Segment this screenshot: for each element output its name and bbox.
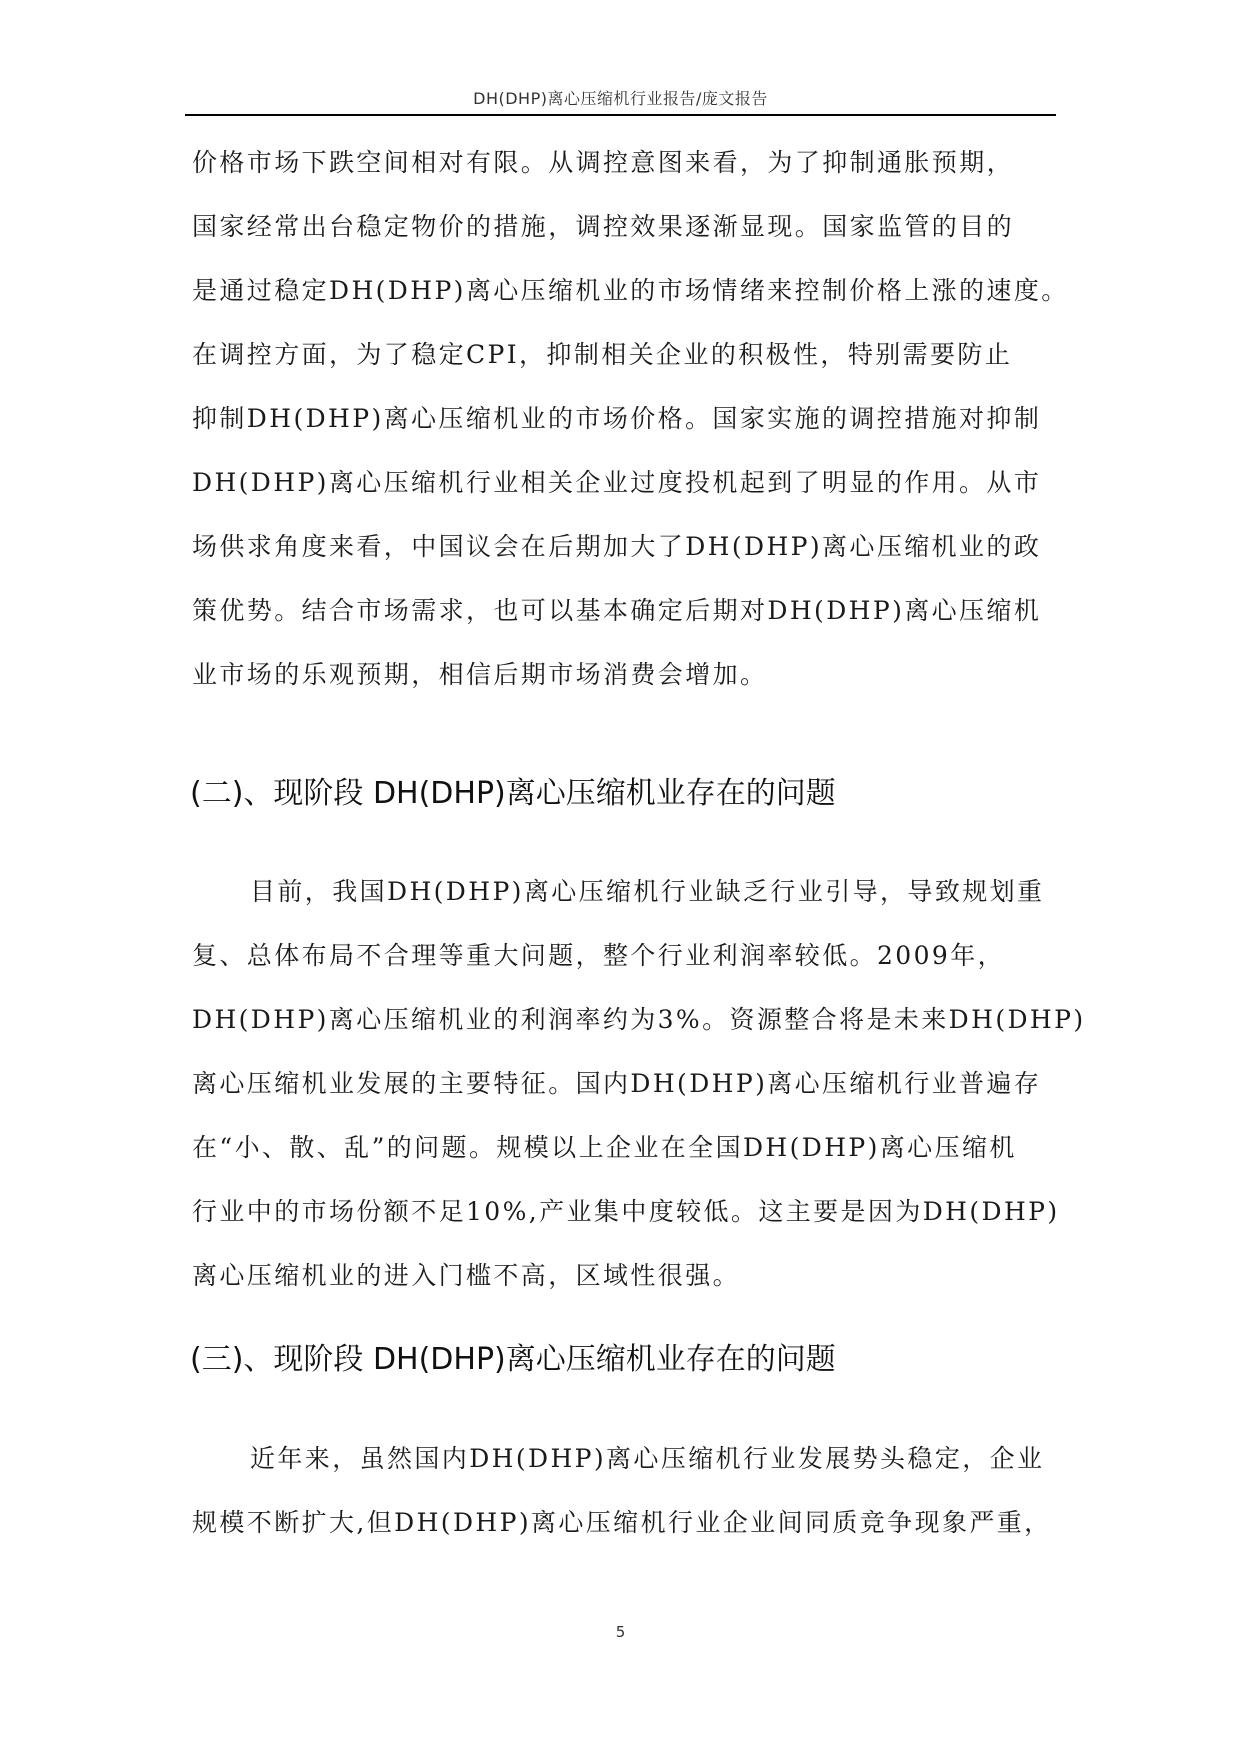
- text-line: DH(DHP)离心压缩机业的利润率约为3%。资源整合将是未来DH(DHP): [192, 1005, 1086, 1034]
- text-line: 场供求角度来看，中国议会在后期加大了DH(DHP)离心压缩机业的政: [192, 532, 1042, 561]
- text-line: DH(DHP)离心压缩机行业相关企业过度投机起到了明显的作用。从市: [192, 468, 1042, 497]
- text-line: 离心压缩机业的进入门槛不高，区域性很强。: [192, 1261, 741, 1290]
- header-rule: [185, 114, 1056, 116]
- paragraph-3: [192, 1427, 1062, 1555]
- text-line: 在“小、散、乱”的问题。规模以上企业在全国DH(DHP)离心压缩机: [192, 1133, 1017, 1162]
- page-number: 5: [615, 1623, 626, 1641]
- text-line: 业市场的乐观预期，相信后期市场消费会增加。: [192, 660, 768, 689]
- text-line: 行业中的市场份额不足10%,产业集中度较低。这主要是因为DH(DHP): [192, 1197, 1060, 1226]
- text-line: 目前，我国DH(DHP)离心压缩机行业缺乏行业引导，导致规划重: [250, 877, 1045, 906]
- section-heading: (三)、现阶段 DH(DHP)离心压缩机业存在的问题: [190, 1342, 836, 1377]
- section-3: [192, 1336, 1062, 1384]
- text-line: 规模不断扩大,但DH(DHP)离心压缩机行业企业间同质竞争现象严重，: [192, 1508, 1052, 1537]
- text-line: 是通过稳定DH(DHP)离心压缩机业的市场情绪来控制价格上涨的速度。: [192, 276, 1069, 305]
- running-header: DH(DHP)离心压缩机行业报告/庞文报告: [473, 89, 768, 108]
- text-line: 国家经常出台稳定物价的措施，调控效果逐渐显现。国家监管的目的: [192, 212, 1015, 241]
- text-line: 离心压缩机业发展的主要特征。国内DH(DHP)离心压缩机行业普遍存: [192, 1069, 1042, 1098]
- text-line: 价格市场下跌空间相对有限。从调控意图来看，为了抑制通胀预期，: [192, 148, 1015, 177]
- paragraph-2: [192, 860, 1086, 1308]
- section-heading: (二)、现阶段 DH(DHP)离心压缩机业存在的问题: [190, 776, 836, 811]
- text-line: 在调控方面，为了稳定CPI，抑制相关企业的积极性，特别需要防止: [192, 340, 1013, 369]
- text-line: 近年来，虽然国内DH(DHP)离心压缩机行业发展势头稳定，企业: [250, 1444, 1045, 1473]
- text-line: 复、总体布局不合理等重大问题，整个行业利润率较低。2009年，: [192, 941, 1006, 970]
- text-line: 策优势。结合市场需求，也可以基本确定后期对DH(DHP)离心压缩机: [192, 596, 1042, 625]
- text-line: 抑制DH(DHP)离心压缩机业的市场价格。国家实施的调控措施对抑制: [192, 404, 1042, 433]
- section-2: [192, 770, 1062, 818]
- paragraph-1: [192, 131, 1069, 707]
